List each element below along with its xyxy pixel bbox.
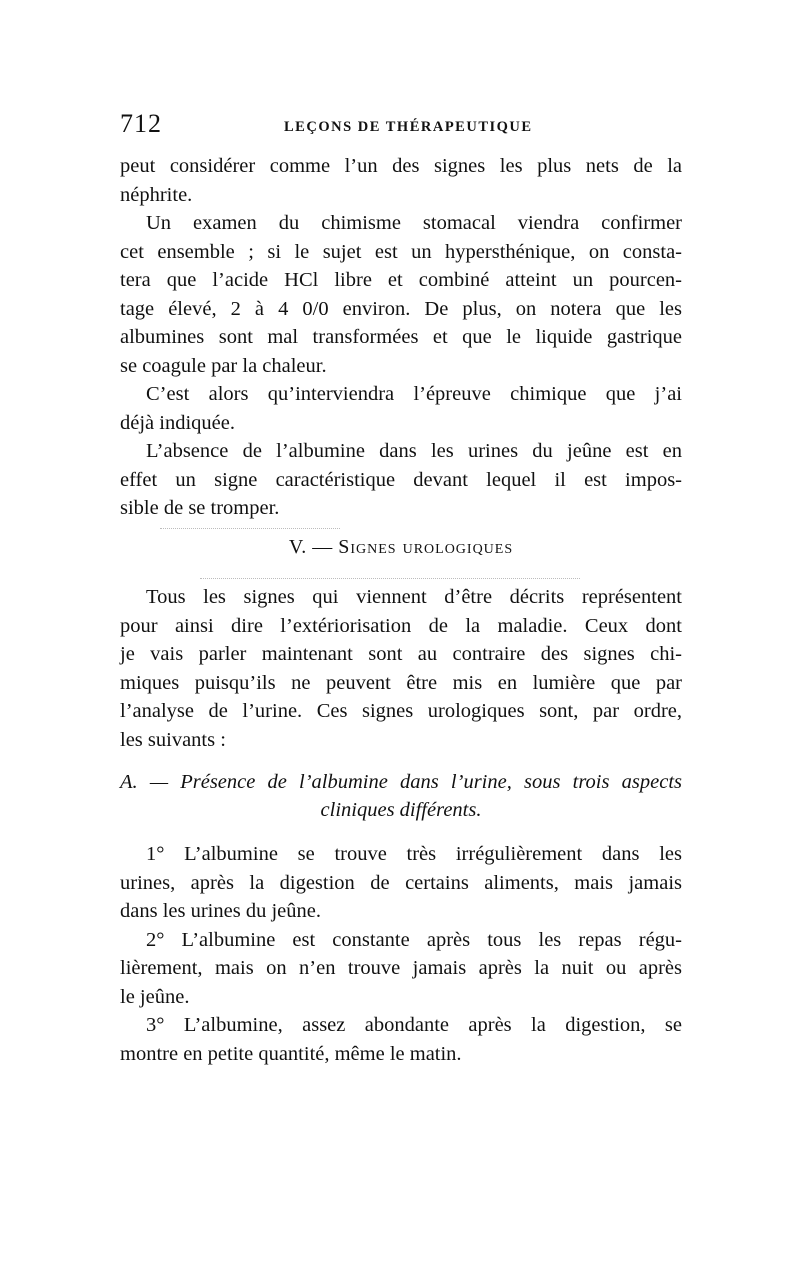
text-line: déjà indiquée.	[120, 411, 235, 434]
text-line: urines, après la digestion de certains aliments, mais jamais	[120, 871, 682, 894]
text-line: albumines sont mal transformées et que le liquide gastrique	[120, 326, 682, 348]
text-line: L’absence de l’albumine dans les urines du jeûne est en	[146, 440, 682, 462]
text-line: tage élevé, 2 à 4 0/0 environ. De plus, on notera que les	[120, 297, 682, 320]
dotted-rule	[200, 578, 580, 579]
subsection-heading	[120, 768, 682, 824]
section-title: Signes urologiques	[338, 536, 514, 558]
paragraph-block-3	[120, 840, 682, 1068]
page-number: 712	[120, 109, 162, 138]
text-line: montre en petite quantité, même le matin.	[120, 1042, 462, 1065]
running-title: LEÇONS DE THÉRAPEUTIQUE	[284, 119, 533, 135]
text-line: sible de se tromper.	[120, 497, 280, 519]
text-line: C’est alors qu’interviendra l’épreuve chimique que j’ai	[146, 383, 682, 405]
subsection-heading-line: A. — Présence de l’albumine dans l’urine, sous trois aspects	[120, 771, 682, 793]
text-line: effet un signe caractéristique devant lequel il est impos-	[120, 468, 682, 491]
running-head	[120, 109, 686, 141]
section-heading	[120, 536, 682, 559]
paragraph-block-2	[120, 583, 682, 754]
text-line: tera que l’acide HCl libre et combiné atteint un pourcen-	[120, 269, 682, 291]
text-line: peut considérer comme l’un des signes les plus nets de la	[120, 155, 682, 177]
text-line: les suivants :	[120, 728, 226, 751]
text-line: l’analyse de l’urine. Ces signes urologiques sont, par ordre,	[120, 700, 682, 722]
text-line: se coagule par la chaleur.	[120, 354, 327, 377]
text-line: 2° L’albumine est constante après tous les repas régu-	[146, 928, 682, 951]
text-line: pour ainsi dire l’extériorisation de la maladie. Ceux dont	[120, 614, 682, 637]
text-line: 3° L’albumine, assez abondante après la digestion, se	[146, 1014, 682, 1036]
text-line: Un examen du chimisme stomacal viendra confirmer	[146, 212, 682, 234]
text-line: dans les urines du jeûne.	[120, 900, 321, 922]
subsection-heading-line: cliniques différents.	[320, 799, 482, 821]
text-line: lièrement, mais on n’en trouve jamais après la nuit ou après	[120, 957, 682, 979]
paragraph-block-1	[120, 152, 682, 523]
section-number: V. —	[288, 536, 333, 558]
dotted-rule	[160, 528, 340, 529]
text-line: 1° L’albumine se trouve très irrégulièrement dans les	[146, 843, 682, 865]
text-line: le jeûne.	[120, 985, 190, 1008]
text-line: miques puisqu’ils ne peuvent être mis en lumière que par	[120, 671, 682, 694]
text-line: néphrite.	[120, 183, 193, 206]
text-line: cet ensemble ; si le sujet est un hypersthénique, on consta-	[120, 240, 682, 263]
text-line: Tous les signes qui viennent d’être décrits représentent	[146, 586, 682, 608]
text-line: je vais parler maintenant sont au contraire des signes chi-	[120, 643, 682, 665]
